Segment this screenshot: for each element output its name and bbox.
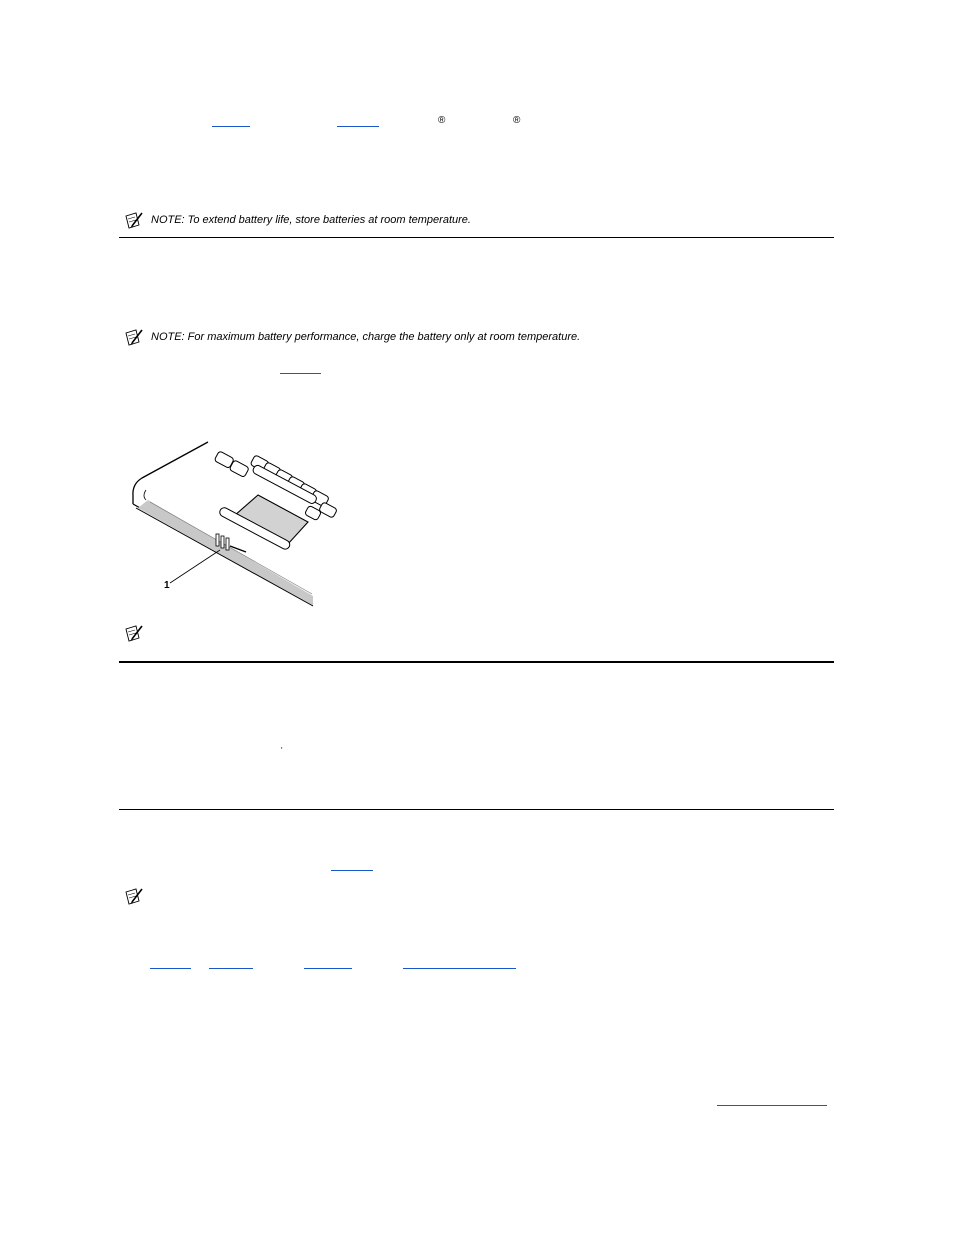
figure-callout-number: 1 (164, 580, 170, 591)
note-empty (124, 887, 151, 905)
note-pencil-icon (124, 211, 144, 229)
link-4[interactable] (331, 870, 373, 871)
section-divider (119, 661, 834, 663)
link-8[interactable] (403, 968, 516, 969)
link-6[interactable] (209, 968, 253, 969)
note-charging (124, 328, 580, 346)
link-3[interactable] (280, 373, 321, 374)
note-pencil-icon (124, 624, 144, 642)
registered-mark: ® (438, 115, 446, 126)
note-pencil-icon (124, 328, 144, 346)
section-divider (119, 237, 834, 238)
link-back-to-top[interactable] (717, 1105, 827, 1106)
link-2[interactable] (337, 126, 379, 127)
note-text: NOTE: To extend battery life, store batteries at room temperature. (151, 214, 471, 226)
link-7[interactable] (304, 968, 352, 969)
link-5[interactable] (150, 968, 191, 969)
note-text: NOTE: For maximum battery performance, charge the battery only at room temperature. (151, 331, 581, 343)
note-storage (124, 211, 471, 229)
note-status-lights (124, 624, 151, 642)
registered-mark: ® (513, 115, 521, 126)
link-1[interactable] (212, 126, 250, 127)
battery-status-lights-illustration (130, 438, 340, 610)
section-divider (119, 809, 834, 810)
stray-mark: ' (281, 746, 283, 755)
note-pencil-icon (124, 887, 144, 905)
